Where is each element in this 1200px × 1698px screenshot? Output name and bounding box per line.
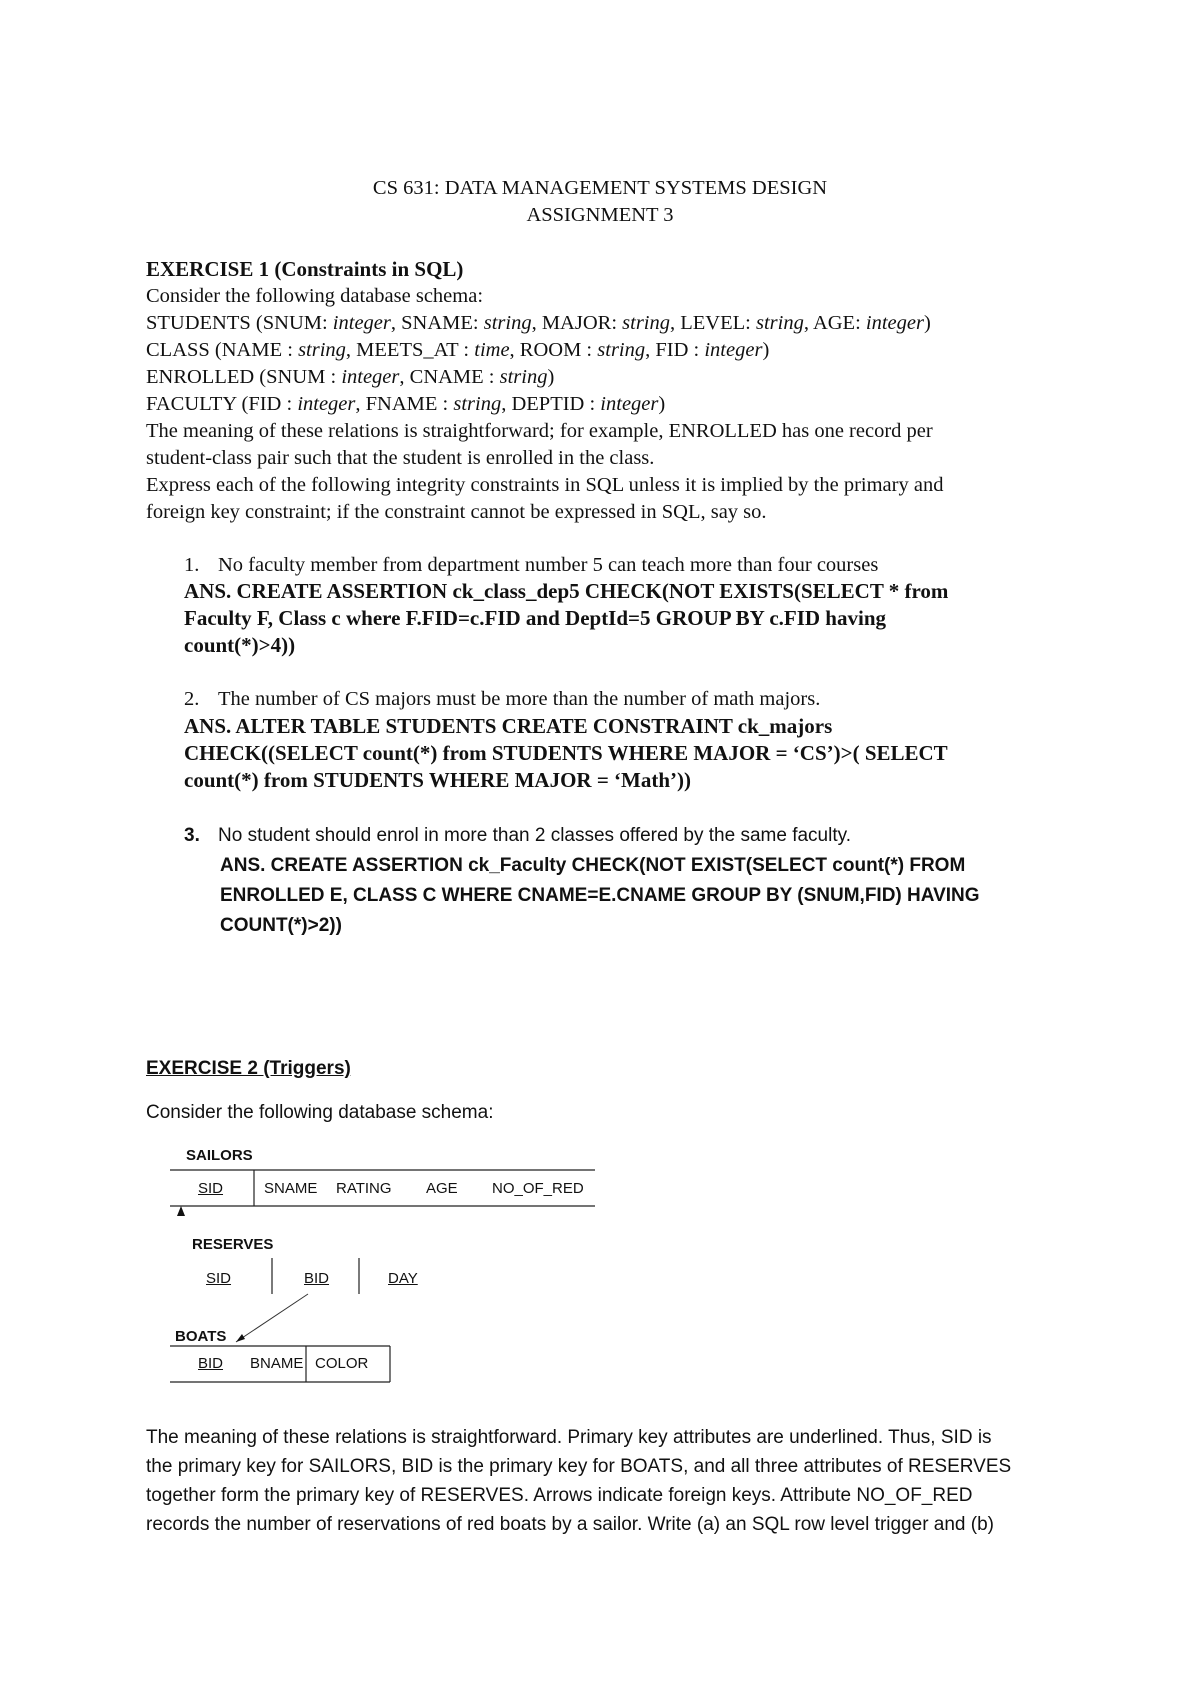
schema-type: integer <box>704 339 763 361</box>
exercise2-para-line-4: records the number of reservations of red boats by a sailor. Write (a) an SQL row level trigger and (b) <box>146 1514 994 1535</box>
sailors-title: SAILORS <box>186 1147 253 1164</box>
boats-title: BOATS <box>175 1328 227 1345</box>
schema-text: , AGE: <box>803 312 866 334</box>
bid-fk-line <box>236 1294 308 1342</box>
schema-text: , LEVEL: <box>670 312 756 334</box>
boats-fk-arrowhead <box>236 1334 245 1342</box>
sailors-no-of-red: NO_OF_RED <box>492 1180 584 1197</box>
schema-type: integer <box>865 312 924 334</box>
exercise2-para-line-2: the primary key for SAILORS, BID is the primary key for BOATS, and all three attributes of RESERVES <box>146 1456 1012 1477</box>
answer-3-line-3: COUNT(*)>2)) <box>220 915 342 936</box>
answer-2-line-2: CHECK((SELECT count(*) from STUDENTS WHERE MAJOR = ‘CS’)>( SELECT <box>184 741 948 765</box>
answer-2-line-3: count(*) from STUDENTS WHERE MAJOR = ‘Math’)) <box>184 768 692 792</box>
sailors-sid: SID <box>198 1180 224 1197</box>
exercise2-heading: EXERCISE 2 (Triggers) <box>146 1058 351 1079</box>
answer-2-line-1: ANS. ALTER TABLE STUDENTS CREATE CONSTRAINT ck_majors <box>184 714 833 738</box>
question-number: 1. <box>184 554 200 576</box>
answer-1-line-1: ANS. CREATE ASSERTION ck_class_dep5 CHECK(NOT EXISTS(SELECT * from <box>184 579 949 603</box>
schema-text: , ROOM : <box>509 339 598 361</box>
question-number: 3. <box>184 825 200 846</box>
schema-text: ) <box>547 366 555 388</box>
schema-class <box>146 337 769 364</box>
schema-text: , CNAME : <box>399 366 500 388</box>
schema-text: , FID : <box>645 339 705 361</box>
schema-type: time <box>474 339 510 361</box>
express-line-1: Express each of the following integrity constraints in SQL unless it is implied by the primary and <box>146 474 944 496</box>
schema-text: STUDENTS (SNUM: <box>146 312 333 334</box>
exercise2-intro: Consider the following database schema: <box>146 1102 494 1123</box>
sailors-sname: SNAME <box>264 1180 318 1197</box>
question-text: No student should enrol in more than 2 classes offered by the same faculty. <box>218 825 851 846</box>
document-subtitle: ASSIGNMENT 3 <box>526 204 674 226</box>
question-2 <box>184 686 820 713</box>
reserves-sid: SID <box>206 1270 232 1287</box>
schema-type: string <box>483 312 532 334</box>
boats-bname: BNAME <box>250 1355 304 1372</box>
question-text: The number of CS majors must be more than the number of math majors. <box>218 688 821 710</box>
question-1 <box>184 552 878 579</box>
exercise2-para-line-1: The meaning of these relations is straightforward. Primary key attributes are underlined. Thus, SID is <box>146 1427 992 1448</box>
schema-type: integer <box>341 366 400 388</box>
schema-type: string <box>453 393 502 415</box>
schema-text: ) <box>762 339 770 361</box>
reserves-title: RESERVES <box>192 1236 274 1253</box>
question-text: No faculty member from department number 5 can teach more than four courses <box>218 554 879 576</box>
meaning-line-2: student-class pair such that the student is enrolled in the class. <box>146 447 655 469</box>
schema-type: string <box>622 312 670 334</box>
schema-text: ) <box>658 393 666 415</box>
express-line-2: foreign key constraint; if the constraint cannot be expressed in SQL, say so. <box>146 501 767 523</box>
schema-faculty <box>146 391 665 418</box>
answer-1-line-2: Faculty F, Class c where F.FID=c.FID and DeptId=5 GROUP BY c.FID having <box>184 606 886 630</box>
reserves-bid: BID <box>304 1270 330 1287</box>
reserves-day: DAY <box>388 1270 418 1287</box>
meaning-line-1: The meaning of these relations is straightforward; for example, ENROLLED has one record per <box>146 420 933 442</box>
schema-text: , DEPTID : <box>501 393 601 415</box>
question-3 <box>184 822 851 849</box>
schema-text: , MEETS_AT : <box>345 339 475 361</box>
question-number: 2. <box>184 688 200 710</box>
sailors-age: AGE <box>426 1180 458 1197</box>
schema-type: string <box>597 339 646 361</box>
exercise2-para-line-3: together form the primary key of RESERVES. Arrows indicate foreign keys. Attribute NO_OF_RED <box>146 1485 973 1506</box>
schema-text: , SNAME: <box>390 312 484 334</box>
schema-diagram <box>160 1142 610 1402</box>
schema-type: string <box>755 312 804 334</box>
schema-text: ) <box>923 312 931 334</box>
schema-text: FACULTY (FID : <box>146 393 298 415</box>
schema-type: integer <box>600 393 659 415</box>
schema-text: ENROLLED (SNUM : <box>146 366 342 388</box>
schema-enrolled <box>146 364 554 391</box>
schema-text: , MAJOR: <box>531 312 623 334</box>
schema-type: integer <box>332 312 391 334</box>
exercise1-intro: Consider the following database schema: <box>146 285 484 307</box>
sailors-fk-arrowhead <box>177 1206 185 1216</box>
answer-3-line-2: ENROLLED E, CLASS C WHERE CNAME=E.CNAME GROUP BY (SNUM,FID) HAVING <box>220 885 980 906</box>
document-title: CS 631: DATA MANAGEMENT SYSTEMS DESIGN <box>372 177 828 199</box>
schema-text: CLASS (NAME : <box>146 339 299 361</box>
sailors-rating: RATING <box>336 1180 392 1197</box>
exercise1-heading: EXERCISE 1 (Constraints in SQL) <box>146 257 464 281</box>
answer-3-line-1: ANS. CREATE ASSERTION ck_Faculty CHECK(NOT EXIST(SELECT count(*) FROM <box>220 855 966 876</box>
schema-students <box>146 310 931 337</box>
schema-type: string <box>499 366 548 388</box>
answer-1-line-3: count(*)>4)) <box>184 633 296 657</box>
boats-color: COLOR <box>315 1355 369 1372</box>
schema-type: integer <box>297 393 356 415</box>
boats-bid: BID <box>198 1355 224 1372</box>
schema-type: string <box>298 339 346 361</box>
schema-text: , FNAME : <box>355 393 454 415</box>
